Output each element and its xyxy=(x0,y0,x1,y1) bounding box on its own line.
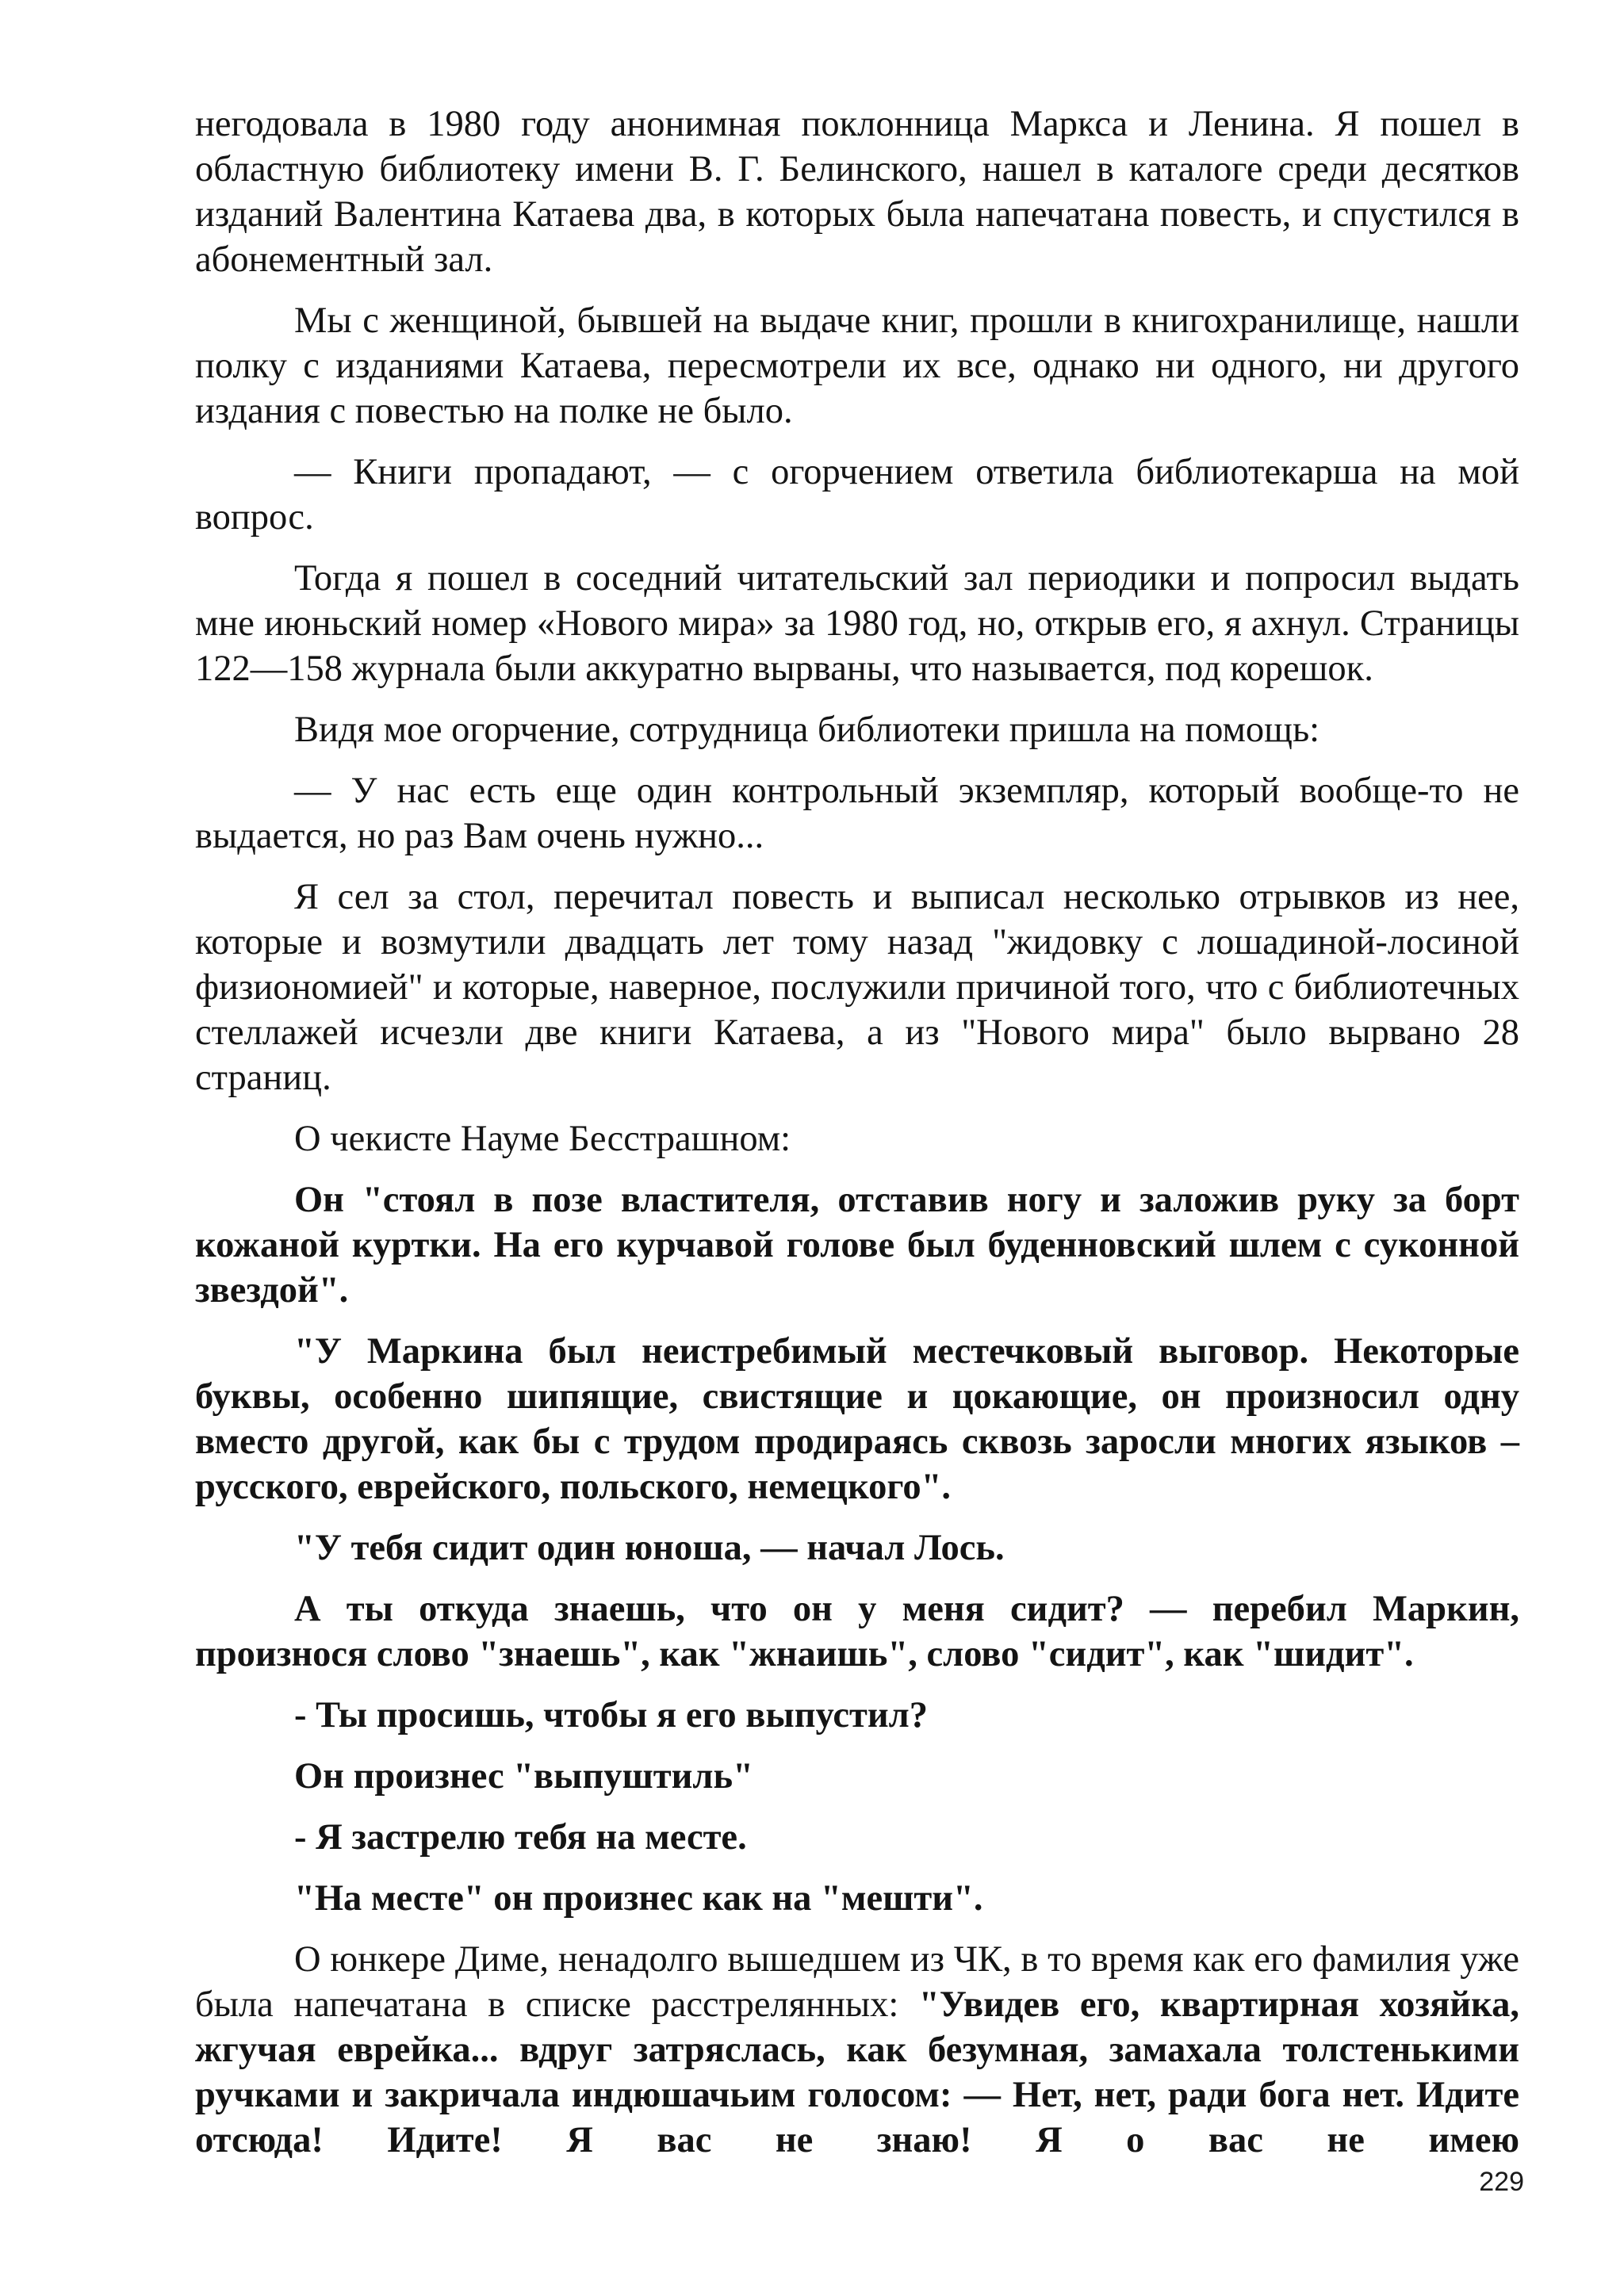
quote-paragraph-6: Он произнес "выпуштиль" xyxy=(294,1756,753,1797)
paragraph-5: Видя мое огорчение, сотрудница библиотеки пришла на помощь: xyxy=(294,710,1320,750)
paragraph-1: негодовала в 1980 году анонимная поклонница Маркса и Ленина. Я пошел в областную библиотеку имени В. Г. Белинского, нашел в каталоге среди десятков изданий Валентина Катаева два, в которых была напечатана повесть, и спустился в абонементный зал. xyxy=(195,104,1519,280)
quote-paragraph-3: "У тебя сидит один юноша, — начал Лось. xyxy=(294,1528,1005,1568)
paragraph-6: — У нас есть еще один контрольный экземпляр, который вообще-то не выдается, но раз Вам очень нужно... xyxy=(195,771,1519,856)
paragraph-last xyxy=(195,1937,1519,2163)
paragraph-last-bold-quote: "Увидев его, квартирная хозяйка, жгучая еврейка... вдруг затряслась, как безумная, замахала толстенькими ручками и закричала индюшачьим голосом: — Нет, нет, ради бога нет. Идите отсюда! Идите! Я вас не знаю! Я о вас не имею xyxy=(195,1984,1520,2160)
paragraph-8: О чекисте Науме Бесстрашном: xyxy=(294,1119,791,1159)
paragraph-3: — Книги пропадают, — с огорчением ответила библиотекарша на мой вопрос. xyxy=(195,452,1519,538)
quote-paragraph-1: Он "стоял в позе властителя, отставив ногу и заложив руку за борт кожаной куртки. На его курчавой голове был буденновский шлем с суконной звездой". xyxy=(195,1180,1519,1311)
quote-paragraph-7: - Я застрелю тебя на месте. xyxy=(294,1817,747,1858)
quote-paragraph-8: "На месте" он произнес как на "мешти". xyxy=(294,1878,983,1919)
paragraph-2: Мы с женщиной, бывшей на выдаче книг, прошли в книгохранилище, нашли полку с изданиями Катаева, пересмотрели их все, однако ни одного, ни другого издания с повестью на полке не было. xyxy=(195,300,1519,431)
paragraph-4: Тогда я пошел в соседний читательский зал периодики и попросил выдать мне июньский номер «Нового мира» за 1980 год, но, открыв его, я ахнул. Страницы 122—158 журнала были аккуратно вырваны, что называется, под корешок. xyxy=(195,558,1519,689)
body-text xyxy=(195,101,1519,2163)
page-number: 229 xyxy=(1479,2167,1524,2197)
quote-paragraph-4: А ты откуда знаешь, что он у меня сидит? — перебил Маркин, произнося слово "знаешь", как "жнаишь", слово "сидит", как "шидит". xyxy=(195,1589,1519,1674)
paragraph-7: Я сел за стол, перечитал повесть и выписал несколько отрывков из нее, которые и возмутили двадцать лет тому назад "жидовку с лошадиной-лосиной физиономией" и которые, наверное, послужили причиной того, что с библиотечных стеллажей исчезли две книги Катаева, а из "Нового мира" было вырвано 28 страниц. xyxy=(195,877,1519,1098)
quote-paragraph-2: "У Маркина был неистребимый местечковый выговор. Некоторые буквы, особенно шипящие, свистящие и цокающие, он произносил одну вместо другой, как бы с трудом продираясь сквозь заросли многих языков – русского, еврейского, польского, немецкого". xyxy=(195,1331,1519,1507)
paragraph-last-plain: О юнкере Диме, ненадолго вышедшем из ЧК, в то время как его фамилия уже была напечатана в списке расстрелянных: xyxy=(195,1939,1519,2025)
quote-paragraph-5: - Ты просишь, чтобы я его выпустил? xyxy=(294,1695,928,1735)
